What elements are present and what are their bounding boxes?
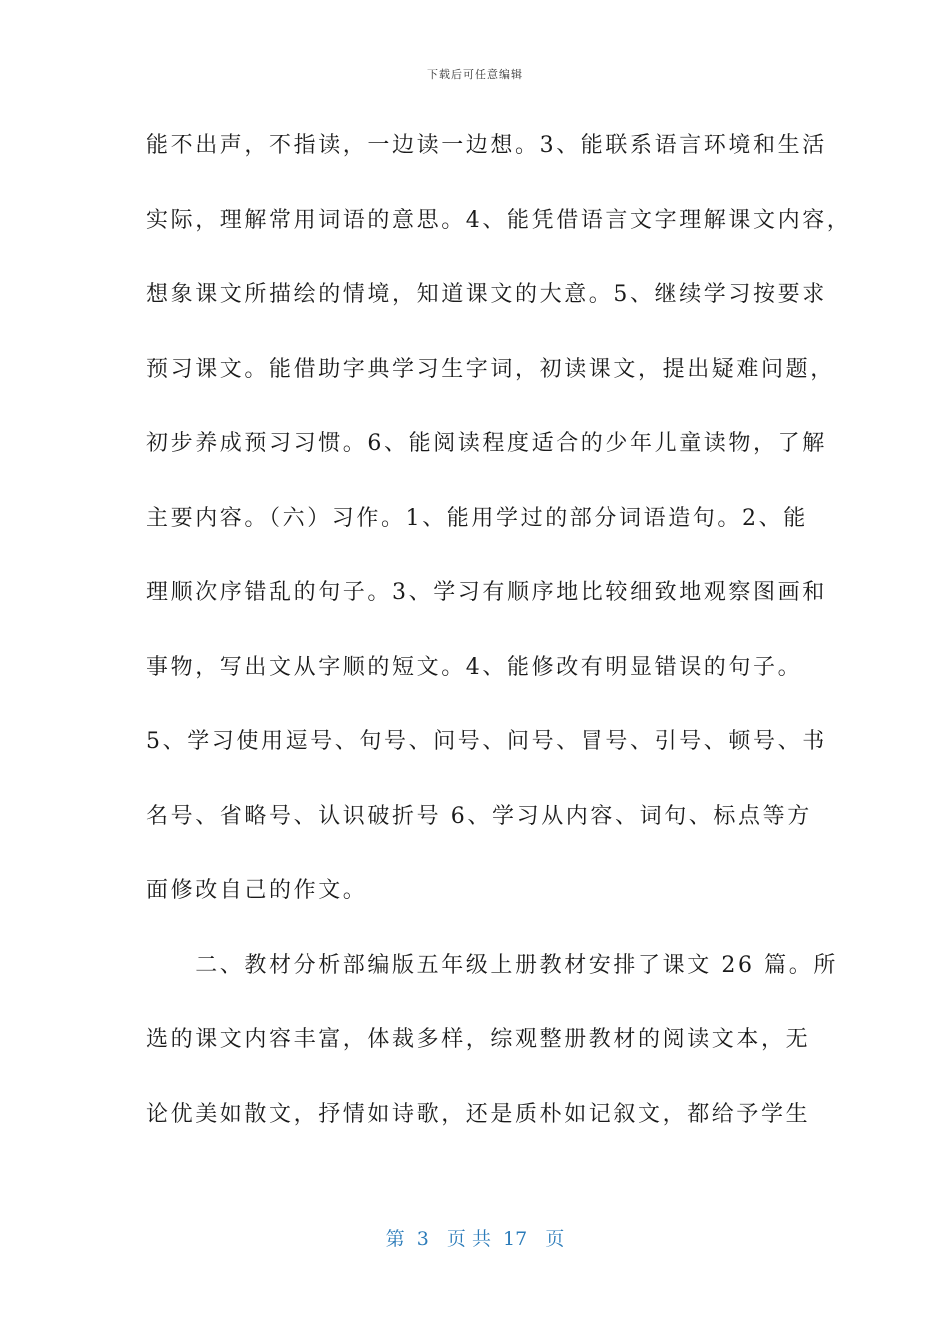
text-line: 想象课文所描绘的情境，知道课文的大意。5、继续学习按要求 [146, 282, 827, 307]
text-line: 事物，写出文从字顺的短文。4、能修改有明显错误的句子。 [146, 654, 803, 680]
document-body [146, 120, 852, 1163]
text-line: 选的课文内容丰富，体裁多样，综观整册教材的阅读文本，无 [146, 1027, 811, 1052]
text-line: 能不出声，不指读，一边读一边想。3、能联系语言环境和生活 [146, 133, 827, 158]
page-number-footer: 第 3 页 共 17 页 [385, 1228, 565, 1250]
text-line: 初步养成预习习惯。6、能阅读程度适合的少年儿童读物，了解 [146, 431, 827, 456]
text-line: 预习课文。能借助字典学习生字词，初读课文，提出疑难问题， [146, 356, 835, 382]
text-line: 5、学习使用逗号、句号、问号、问号、冒号、引号、顿号、书 [146, 729, 827, 754]
text-line: 论优美如散文，抒情如诗歌，还是质朴如记叙文，都给予学生 [146, 1101, 811, 1127]
text-line: 理顺次序错乱的句子。3、学习有顺序地比较细致地观察图画和 [146, 580, 827, 605]
text-line: 面修改自己的作文。 [146, 878, 368, 903]
text-line: 名号、省略号、认识破折号 6、学习从内容、词句、标点等方 [146, 803, 812, 829]
page-header: 下载后可任意编辑 [427, 68, 523, 81]
text-line: 二、教材分析部编版五年级上册教材安排了课文 26 篇。所 [146, 952, 838, 978]
text-line: 实际，理解常用词语的意思。4、能凭借语言文字理解课文内容， [146, 207, 852, 233]
text-line: 主要内容。（六）习作。1、能用学过的部分词语造句。2、能 [146, 505, 808, 531]
